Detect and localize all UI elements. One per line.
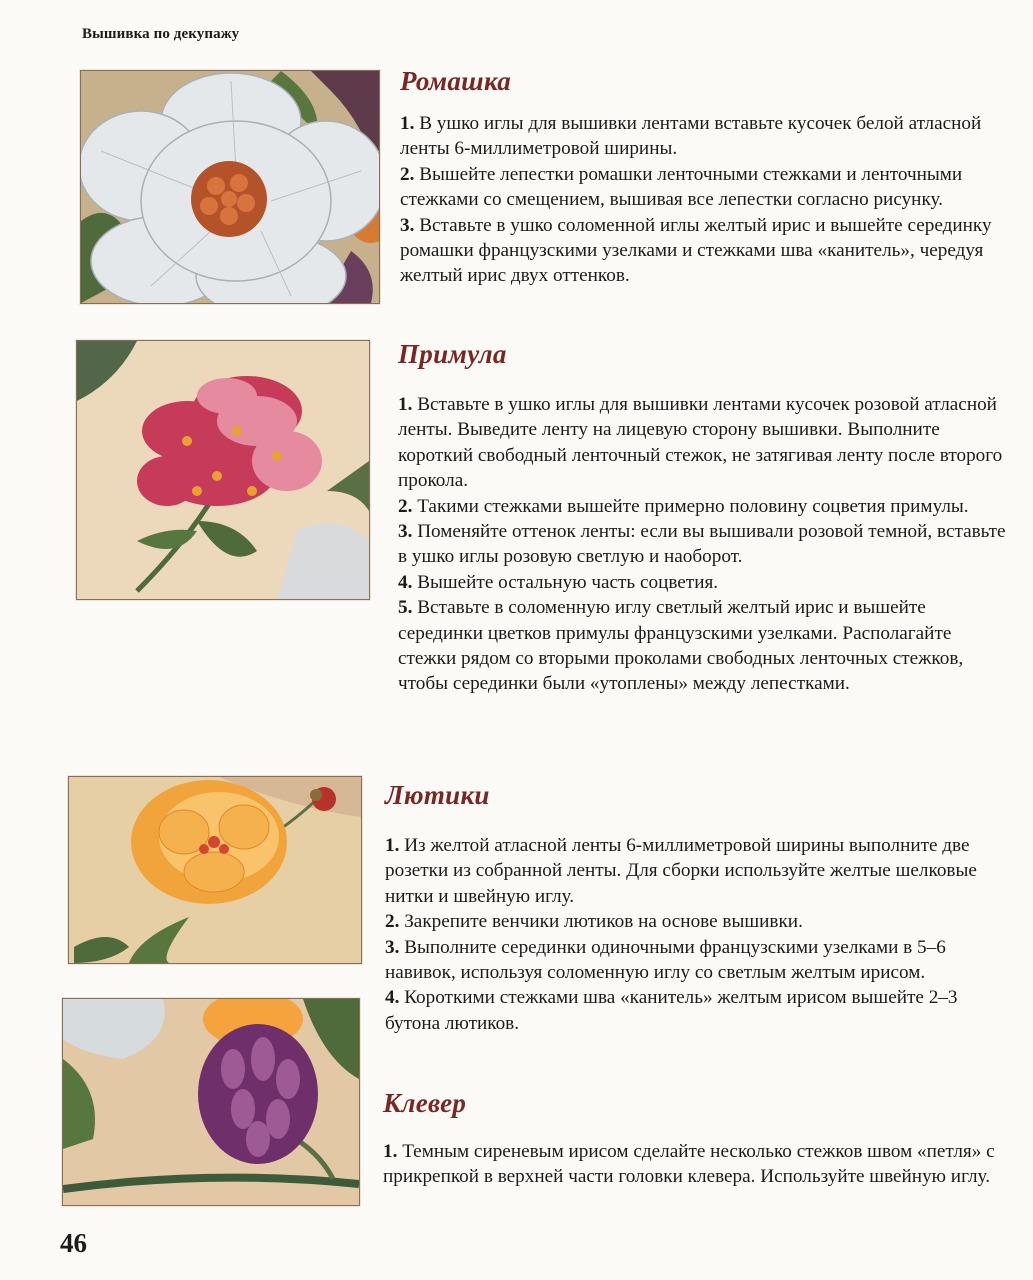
running-head: Вышивка по декупажу [82, 26, 240, 42]
steps-list [400, 111, 1012, 289]
buttercup-photo [68, 776, 362, 964]
step-item: 2. Закрепите венчики лютиков на основе вышивки. [385, 911, 803, 933]
steps-list [398, 392, 1012, 697]
section-title: Примула [398, 339, 507, 369]
step-item: 5. Вставьте в соломенную иглу светлый желтый ирис и вышейте серединки цветков примулы французскими узелками. Располагайте стежки рядом со вторыми проколами свободных ленточных стежков, чтобы серединки были «утоплены» между лепестками. [398, 597, 964, 695]
step-item: 2. Такими стежками вышейте примерно половину соцветия примулы. [398, 495, 969, 517]
section-clover [383, 1088, 1007, 1190]
steps-list [385, 833, 1007, 1036]
primula-photo [76, 340, 370, 600]
clover-photo [62, 998, 360, 1206]
step-item: 1. Вставьте в ушко иглы для вышивки лентами кусочек розовой атласной ленты. Выведите ленту на лицевую сторону вышивки. Выполните короткий свободный ленточный стежок, не затягивая ленту после второго прокола. [398, 394, 1003, 492]
chamomile-photo [80, 70, 380, 304]
page-number: 46 [60, 1228, 87, 1258]
step-item: 1. Темным сиреневым ирисом сделайте несколько стежков швом «петля» с прикрепкой в верхней части головки клевера. Используйте швейную иглу. [383, 1141, 995, 1188]
step-item: 3. Вставьте в ушко соломенной иглы желтый ирис и вышейте серединку ромашки французскими узелками и стежками шва «канитель», чередуя желтый ирис двух оттенков. [400, 214, 992, 287]
section-title: Клевер [383, 1088, 467, 1118]
step-item: 3. Поменяйте оттенок ленты: если вы вышивали розовой темной, вставьте в ушко иглы розовую светлую и наоборот. [398, 521, 1006, 568]
step-item: 2. Вышейте лепестки ромашки ленточными стежками и ленточными стежками со смещением, вышивая все лепестки согласно рисунку. [400, 163, 963, 211]
step-item: 1. Из желтой атласной ленты 6-миллиметровой ширины выполните две розетки из собранной ленты. Для сборки используйте желтые шелковые нитки и швейную иглу. [385, 835, 977, 907]
section-chamomile [400, 66, 1012, 289]
section-buttercup [385, 780, 1007, 1036]
section-title: Лютики [385, 780, 490, 810]
steps-list [383, 1139, 1007, 1190]
section-title: Ромашка [400, 66, 512, 96]
step-item: 1. В ушко иглы для вышивки лентами вставьте кусочек белой атласной ленты 6-миллиметровой ширины. [400, 113, 982, 160]
section-primula [398, 339, 1012, 697]
step-item: 4. Вышейте остальную часть соцветия. [398, 571, 719, 593]
step-item: 4. Короткими стежками шва «канитель» желтым ирисом вышейте 2–3 бутона лютиков. [385, 987, 958, 1034]
step-item: 3. Выполните серединки одиночными французскими узелками в 5–6 навивок, используя соломенную иглу со светлым желтым ирисом. [385, 936, 946, 984]
